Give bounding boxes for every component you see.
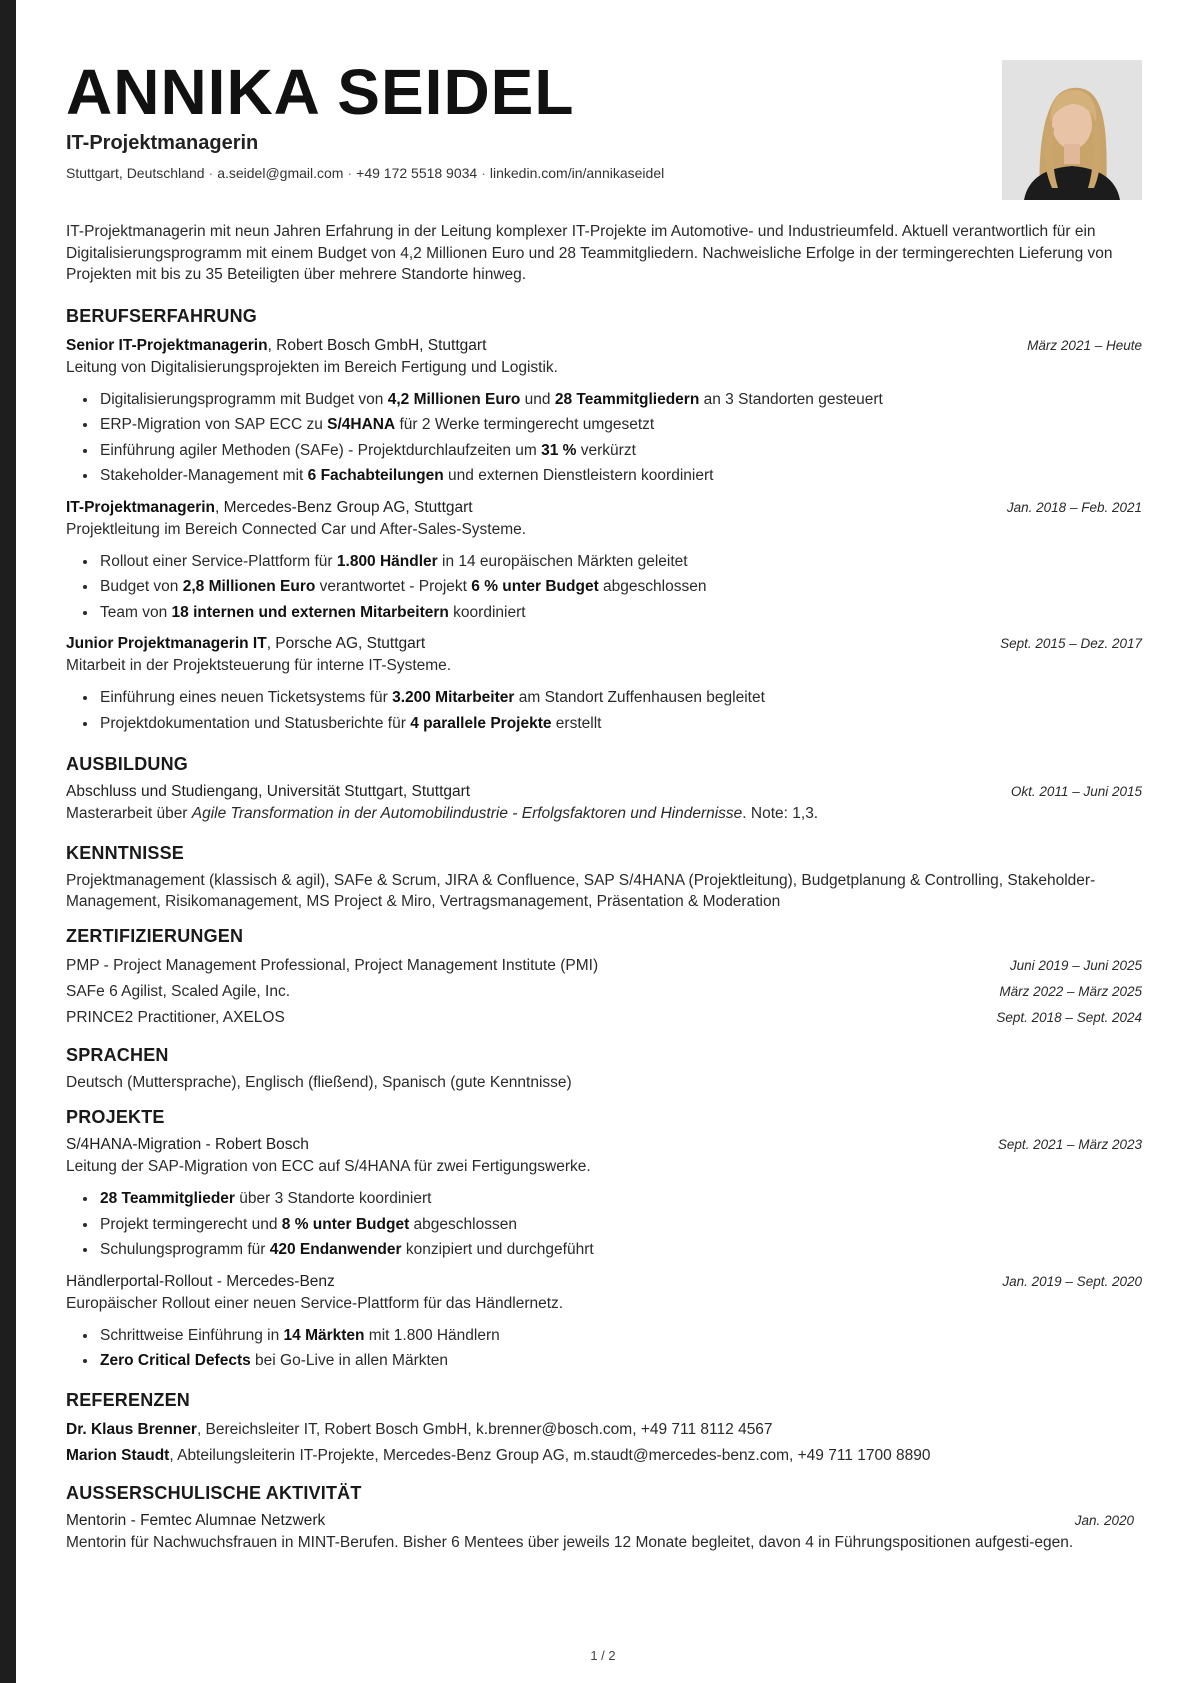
bullet-text: koordiniert — [448, 603, 526, 621]
contact-separator: · — [481, 165, 486, 181]
bullet-item — [98, 685, 1142, 711]
profile-photo-image — [1002, 60, 1142, 200]
job-dates: März 2021 – Heute — [1027, 337, 1142, 353]
job-role: Senior IT-Projektmanagerin — [66, 336, 268, 354]
experience-section — [66, 306, 1142, 737]
references-list — [66, 1417, 1142, 1469]
job-company: , Mercedes-Benz Group AG, Stuttgart — [215, 498, 473, 516]
bullet-text: für 2 Werke termingerecht umgesetzt — [395, 416, 655, 433]
job-dates: Sept. 2015 – Dez. 2017 — [1000, 636, 1142, 651]
bullet-text: am Standort Zuffenhausen begleitet — [514, 689, 765, 706]
project-dates: Jan. 2019 – Sept. 2020 — [1002, 1273, 1142, 1289]
bullet-text: ERP-Migration von SAP ECC zu — [100, 416, 328, 433]
bullet-highlight: 28 Teammitgliedern — [554, 390, 700, 408]
education-degree: Abschluss und Studiengang, Universität Stuttgart, Stuttgart — [66, 783, 471, 800]
projects-section — [66, 1107, 1142, 1374]
job-header — [66, 633, 1142, 655]
bullet-highlight: 6 % unter Budget — [471, 578, 599, 595]
bullet-text: und — [520, 390, 555, 408]
bullet-text: Budget von — [100, 578, 183, 595]
project-description: Europäischer Rollout einer neuen Service-Plattform für das Händlernetz. — [66, 1294, 564, 1312]
bullet-item — [98, 1212, 1142, 1238]
job-company: , Porsche AG, Stuttgart — [266, 635, 426, 652]
activity-dates: Jan. 2020 — [1074, 1512, 1134, 1528]
bullet-item — [98, 1323, 1142, 1349]
certification-dates: Sept. 2018 – Sept. 2024 — [996, 1010, 1142, 1025]
project-name: Händlerportal-Rollout - Mercedes-Benz — [66, 1272, 335, 1290]
bullet-text: Einführung eines neuen Ticketsystems für — [100, 689, 393, 706]
projects-heading: PROJEKTE — [66, 1107, 165, 1127]
job-role: IT-Projektmanagerin — [66, 498, 216, 516]
reference-item — [66, 1443, 1142, 1469]
certification-name: SAFe 6 Agilist, Scaled Agile, Inc. — [66, 983, 291, 1000]
reference-detail: , Bereichsleiter IT, Robert Bosch GmbH, k.brenner@bosch.com, +49 711 8112 4567 — [196, 1420, 773, 1438]
bullet-text: Projektdokumentation und Statusberichte für — [100, 714, 411, 732]
bullet-item — [98, 1237, 1142, 1263]
job-entry — [66, 497, 1142, 626]
thesis-prefix: Masterarbeit über — [66, 805, 192, 822]
certifications-heading: ZERTIFIZIERUNGEN — [66, 926, 244, 946]
bullet-item — [98, 463, 1142, 489]
job-dates: Jan. 2018 – Feb. 2021 — [1006, 499, 1142, 515]
skills-text: Projektmanagement (klassisch & agil), SAFe & Scrum, JIRA & Confluence, SAP S/4HANA (Projektleitung), Budgetplanung & Controlling, Stakeholder-Management, Risikomanagement, MS Project & Miro, Vertragsmanagement, Präsentation & Moderation — [66, 872, 1096, 910]
job-header — [66, 497, 1142, 519]
project-description: Leitung der SAP-Migration von ECC auf S/4HANA für zwei Fertigungswerke. — [66, 1158, 591, 1175]
bullet-highlight: 1.800 Händler — [336, 552, 438, 570]
bullet-item — [98, 387, 1142, 413]
bullet-text: an 3 Standorten gesteuert — [699, 390, 883, 408]
experience-heading: BERUFSERFAHRUNG — [66, 305, 258, 326]
education-section — [66, 754, 1142, 825]
skills-heading: KENNTNISSE — [66, 843, 185, 863]
job-description: Mitarbeit in der Projektsteuerung für interne IT-Systeme. — [66, 657, 452, 674]
job-company: , Robert Bosch GmbH, Stuttgart — [267, 336, 487, 354]
bullet-text: Schrittweise Einführung in — [100, 1326, 284, 1344]
viewer-left-edge — [0, 0, 16, 1683]
bullet-highlight: 31 % — [541, 441, 577, 459]
resume-header — [66, 56, 1142, 205]
bullet-highlight: 4 parallele Projekte — [410, 714, 552, 732]
bullet-highlight: 2,8 Millionen Euro — [182, 578, 316, 595]
bullet-highlight: S/4HANA — [327, 416, 396, 433]
bullet-text: abgeschlossen — [598, 578, 707, 595]
job-description: Leitung von Digitalisierungsprojekten im Bereich Fertigung und Logistik. — [66, 358, 558, 376]
bullet-highlight: 6 Fachabteilungen — [307, 467, 444, 484]
bullet-text: erstellt — [551, 714, 602, 732]
bullet-item — [98, 711, 1142, 737]
bullet-text: Projekt termingerecht und — [100, 1215, 282, 1233]
bullet-highlight: 420 Endanwender — [269, 1241, 402, 1258]
candidate-title: IT-Projektmanagerin — [66, 132, 259, 154]
project-bullets — [66, 1186, 1142, 1263]
bullet-item — [98, 412, 1142, 438]
bullet-item — [98, 600, 1142, 626]
resume-content — [66, 50, 1142, 1553]
candidate-name: ANNIKA SEIDEL — [66, 56, 575, 128]
certification-name: PRINCE2 Practitioner, AXELOS — [66, 1009, 285, 1026]
thesis-grade: . Note: 1,3. — [742, 805, 819, 822]
thesis-title: Agile Transformation in der Automobilindustrie - Erfolgsfaktoren und Hindernisse — [191, 805, 743, 822]
references-heading: REFERENZEN — [66, 1389, 191, 1410]
certification-name: PMP - Project Management Professional, Project Management Institute (PMI) — [66, 957, 599, 974]
languages-section — [66, 1045, 1142, 1093]
bullet-text: mit 1.800 Händlern — [364, 1326, 500, 1344]
bullet-text: verkürzt — [576, 441, 636, 459]
education-thesis — [66, 803, 1142, 825]
skills-section — [66, 843, 1142, 912]
bullet-highlight: 28 Teammitglieder — [100, 1190, 235, 1207]
bullet-highlight: 8 % unter Budget — [281, 1215, 410, 1233]
project-dates: Sept. 2021 – März 2023 — [997, 1137, 1142, 1152]
bullet-text: Stakeholder-Management mit — [100, 467, 308, 484]
references-section — [66, 1390, 1142, 1469]
bullet-text: über 3 Standorte koordiniert — [234, 1190, 432, 1207]
certifications-list — [66, 953, 1142, 1031]
profile-photo — [1002, 60, 1142, 200]
project-bullets — [66, 1323, 1142, 1374]
contact-line — [66, 165, 1142, 181]
bullet-text: Digitalisierungsprogramm mit Budget von — [100, 390, 388, 408]
profile-summary: IT-Projektmanagerin mit neun Jahren Erfahrung in der Leitung komplexer IT-Projekte im Automotive- und Industrieumfeld. Aktuell verantwortlich für ein Digitalisierungsprogramm mit einem Budget von 4,2 Millionen Euro und 28 Teammitgliedern. Nachweisliche Erfolge in der termingerechten Lieferung von Projekten mit bis zu 35 Beteiligten über mehrere Standorte hinweg. — [66, 223, 1113, 283]
contact-email[interactable]: a.seidel@gmail.com — [217, 165, 344, 181]
bullet-item — [98, 438, 1142, 464]
bullet-highlight: 14 Märkten — [283, 1326, 365, 1344]
bullet-item — [98, 574, 1142, 600]
bullet-highlight: Zero Critical Defects — [100, 1352, 251, 1369]
bullet-highlight: 18 internen und externen Mitarbeitern — [171, 603, 449, 621]
education-dates: Okt. 2011 – Juni 2015 — [1010, 784, 1142, 799]
contact-separator: · — [347, 165, 353, 181]
education-header — [66, 781, 1142, 803]
certifications-section — [66, 926, 1142, 1031]
bullet-highlight: 3.200 Mitarbeiter — [392, 689, 515, 706]
job-bullets — [66, 685, 1142, 736]
project-header — [66, 1134, 1142, 1156]
job-entry — [66, 335, 1142, 489]
activities-heading: AUSSERSCHULISCHE AKTIVITÄT — [66, 1482, 362, 1503]
activity-description: Mentorin für Nachwuchsfrauen in MINT-Berufen. Bisher 6 Mentees über jeweils 12 Monate begleitet, davon 4 in Führungspositionen aufgesti-egen. — [66, 1533, 1074, 1551]
job-entry — [66, 633, 1142, 736]
bullet-text: bei Go-Live in allen Märkten — [250, 1352, 449, 1369]
job-description: Projektleitung im Bereich Connected Car und After-Sales-Systeme. — [66, 520, 527, 538]
activities-section — [66, 1483, 1142, 1553]
reference-item — [66, 1417, 1142, 1443]
certification-item — [66, 953, 1142, 979]
job-bullets — [66, 549, 1142, 626]
bullet-text: Schulungsprogramm für — [100, 1241, 270, 1258]
bullet-highlight: 4,2 Millionen Euro — [387, 390, 521, 408]
bullet-text: Team von — [100, 603, 172, 621]
resume-page — [16, 0, 1190, 1683]
reference-name: Dr. Klaus Brenner — [66, 1420, 197, 1438]
job-role: Junior Projektmanagerin IT — [66, 635, 267, 652]
activity-header — [66, 1510, 1142, 1532]
bullet-item — [98, 1348, 1142, 1374]
job-bullets — [66, 387, 1142, 489]
activity-name: Mentorin - Femtec Alumnae Netzwerk — [66, 1511, 326, 1529]
bullet-text: und externen Dienstleistern koordiniert — [443, 467, 714, 484]
languages-heading: SPRACHEN — [66, 1045, 169, 1065]
project-name: S/4HANA-Migration - Robert Bosch — [66, 1136, 309, 1153]
bullet-text: in 14 europäischen Märkten geleitet — [437, 552, 688, 570]
certification-dates: Juni 2019 – Juni 2025 — [1009, 958, 1142, 973]
bullet-text: abgeschlossen — [409, 1215, 517, 1233]
project-header — [66, 1271, 1142, 1293]
bullet-text: konzipiert und durchgeführt — [401, 1241, 594, 1258]
certification-dates: März 2022 – März 2025 — [999, 984, 1142, 999]
bullet-text: Einführung agiler Methoden (SAFe) - Projektdurchlaufzeiten um — [100, 441, 542, 459]
bullet-text: verantwortet - Projekt — [315, 578, 472, 595]
reference-detail: , Abteilungsleiterin IT-Projekte, Mercedes-Benz Group AG, m.staudt@mercedes-benz.com, +49 711 1700 8890 — [169, 1446, 931, 1464]
certification-item — [66, 1005, 1142, 1031]
contact-location: Stuttgart, Deutschland — [66, 165, 205, 181]
project-entry — [66, 1271, 1142, 1374]
reference-name: Marion Staudt — [66, 1446, 170, 1464]
page-number: 1 / 2 — [590, 1648, 616, 1663]
education-heading: AUSBILDUNG — [66, 754, 188, 774]
bullet-text: Rollout einer Service-Plattform für — [100, 552, 337, 570]
certification-item — [66, 979, 1142, 1005]
bullet-item — [98, 549, 1142, 575]
bullet-item — [98, 1186, 1142, 1212]
job-header — [66, 335, 1142, 357]
languages-text: Deutsch (Muttersprache), Englisch (fließend), Spanisch (gute Kenntnisse) — [66, 1074, 572, 1091]
project-entry — [66, 1134, 1142, 1263]
contact-linkedin[interactable]: linkedin.com/in/annikaseidel — [489, 165, 665, 181]
contact-separator: · — [208, 165, 214, 181]
contact-phone[interactable]: +49 172 5518 9034 — [356, 165, 478, 181]
